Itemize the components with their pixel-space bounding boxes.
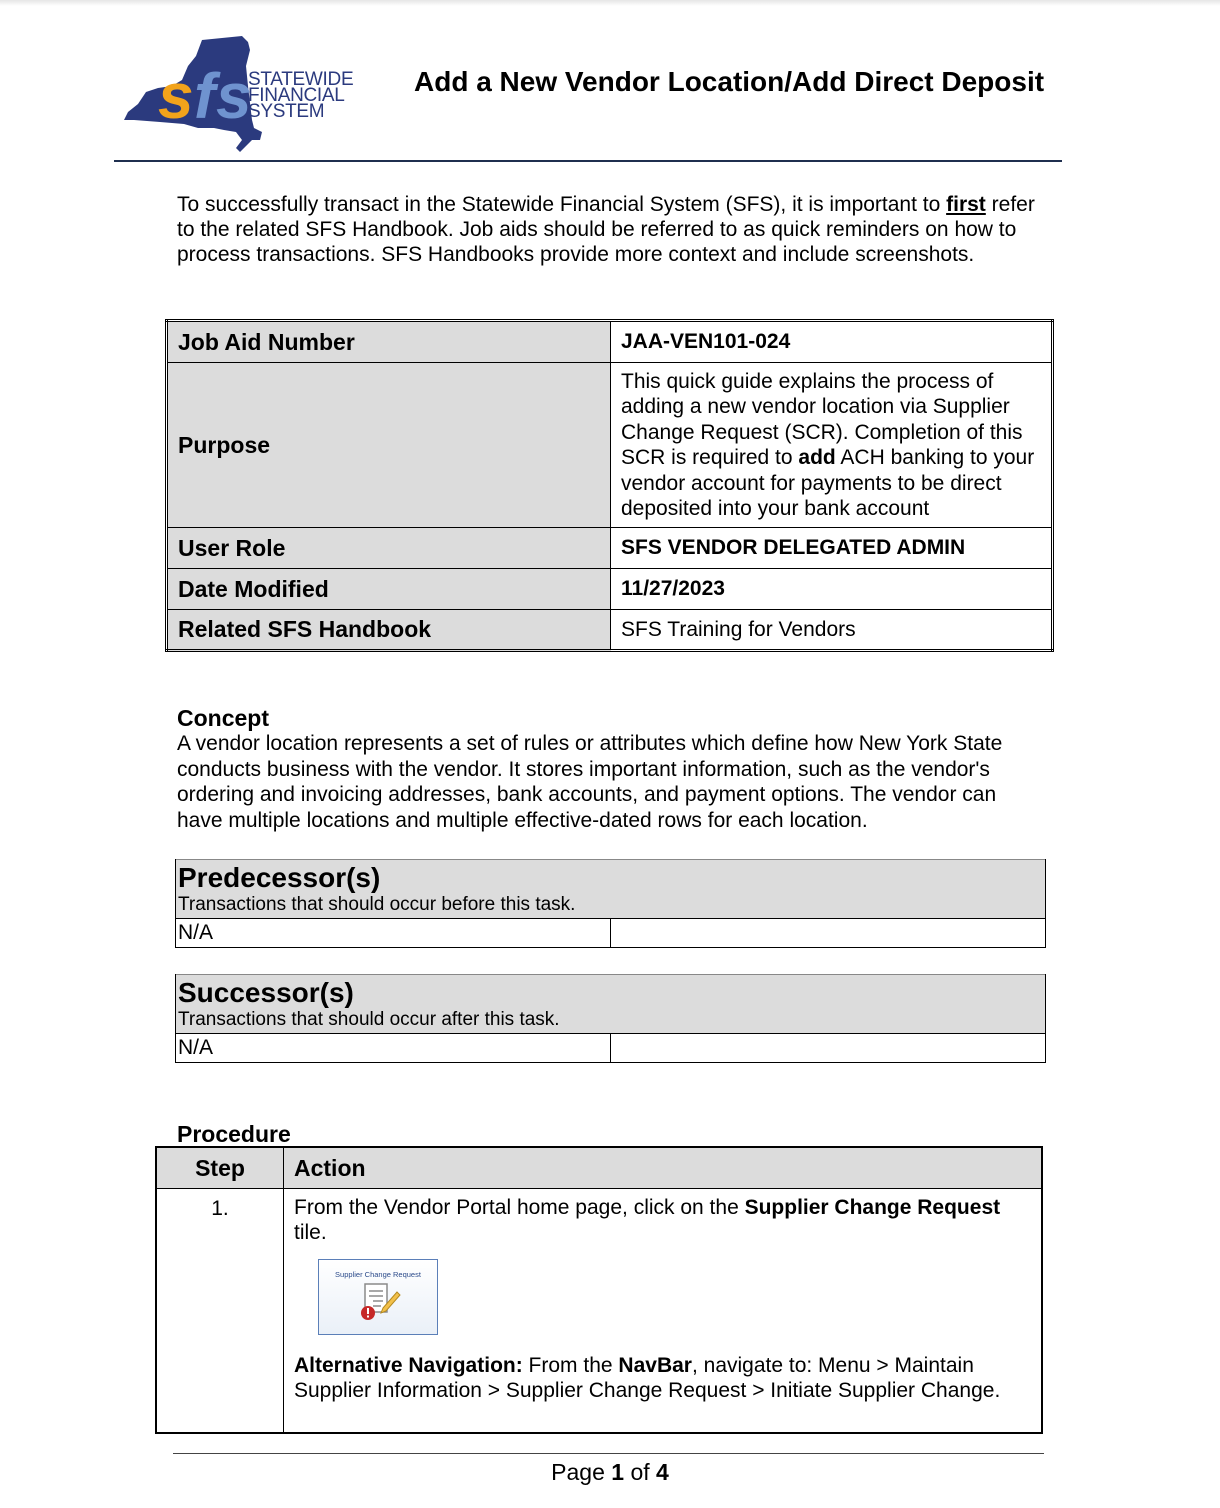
predecessor-subtitle: Transactions that should occur before this task. [178,894,576,915]
page-current: 1 [611,1459,625,1485]
purpose-bold: add [798,446,836,469]
step-bold-target: Supplier Change Request [744,1196,1001,1219]
logo-line-2: FINANCIAL [248,85,345,106]
page-number [0,1459,1220,1486]
date-modified-value: 11/27/2023 [611,569,1053,610]
purpose-text-after: ACH banking to your vendor account for payments to be direct deposited into your bank account [621,446,1035,520]
logo-line-1: STATEWIDE [248,69,354,90]
alt-nav-label: Alternative Navigation: [294,1354,523,1377]
document-title: Add a New Vendor Location/Add Direct Deposit [414,66,1045,97]
alt-nav-text-2: , navigate to: Menu > Maintain Supplier Information > Supplier Change Request > Initiate Supplier Change. [294,1354,1001,1402]
table-row [167,363,1053,528]
table-row [167,321,1053,363]
action-column-header: Action [284,1147,1043,1189]
page-total: 4 [656,1459,669,1485]
purpose-text-before: This quick guide explains the process of adding a new vendor location via Supplier Change Request (SCR). Completion of this SCR is required to [621,369,1023,469]
table-row [176,918,1045,947]
procedure-table [155,1146,1043,1434]
step-instruction [294,1195,1031,1245]
purpose-value [611,363,1053,528]
successor-empty-cell [611,1034,1045,1062]
job-aid-number-value: JAA-VEN101-024 [611,321,1053,363]
table-header-row [156,1147,1042,1189]
user-role-label: User Role [167,528,611,569]
table-row [176,1033,1045,1062]
logo-letter-s: s [158,60,194,132]
intro-emphasis: first [946,193,986,216]
successor-title: Successor(s) [178,977,354,1008]
concept-heading: Concept [177,705,269,731]
table-row [167,569,1053,610]
step-number: 1. [156,1189,284,1433]
table-row [167,528,1053,569]
logo-letter-s2: s [216,60,252,132]
successor-header [176,974,1045,1033]
predecessor-table [175,859,1046,948]
predecessor-title: Predecessor(s) [178,862,381,893]
logo-wordmark [248,69,354,122]
predecessor-value: N/A [176,919,611,947]
alt-nav-bold: NavBar [618,1354,692,1377]
predecessor-empty-cell [611,919,1045,947]
table-row [167,610,1053,651]
purpose-label: Purpose [167,363,611,528]
related-handbook-value: SFS Training for Vendors [611,610,1053,651]
footer-divider [173,1453,1044,1454]
user-role-value: SFS VENDOR DELEGATED ADMIN [611,528,1053,569]
tile-label: Supplier Change Request [335,1270,421,1279]
step-text-before: From the Vendor Portal home page, click on the [294,1196,745,1219]
logo-line-3: SYSTEM [248,101,325,122]
alt-nav-text-1: From the [522,1354,619,1377]
intro-text-after: refer to the related SFS Handbook. Job aids should be referred to as quick reminders on how to process transactions. SFS Handbooks provide more context and include screenshots. [177,193,1035,266]
step-text-after: tile. [294,1221,327,1244]
page-of: of [624,1459,657,1485]
step-action [284,1189,1043,1433]
top-shadow [0,0,1220,6]
job-aid-number-label: Job Aid Number [167,321,611,363]
supplier-change-request-tile[interactable] [318,1259,438,1335]
successor-subtitle: Transactions that should occur after this task. [178,1009,560,1030]
successor-table [175,974,1046,1063]
page-word: Page [551,1459,612,1485]
job-aid-info-table [165,319,1054,652]
document-edit-icon [359,1282,403,1326]
intro-text-before: To successfully transact in the Statewide Financial System (SFS), it is important to [177,193,947,216]
procedure-heading: Procedure [177,1121,291,1147]
header-divider [114,160,1062,162]
successor-value: N/A [176,1034,611,1062]
predecessor-header [176,859,1045,918]
related-handbook-label: Related SFS Handbook [167,610,611,651]
logo-letter-f: f [194,60,216,132]
alternative-navigation [294,1353,1031,1403]
table-row [156,1189,1042,1433]
date-modified-label: Date Modified [167,569,611,610]
concept-text: A vendor location represents a set of rules or attributes which define how New York State conducts business with the vendor. It stores important information, such as the vendor's ordering and invoicing addresses, bank accounts, and payment options. The vendor can have multiple locations and multiple effective-dated rows for each location. [177,732,1003,832]
intro-paragraph [177,192,1047,267]
step-column-header: Step [156,1147,284,1189]
